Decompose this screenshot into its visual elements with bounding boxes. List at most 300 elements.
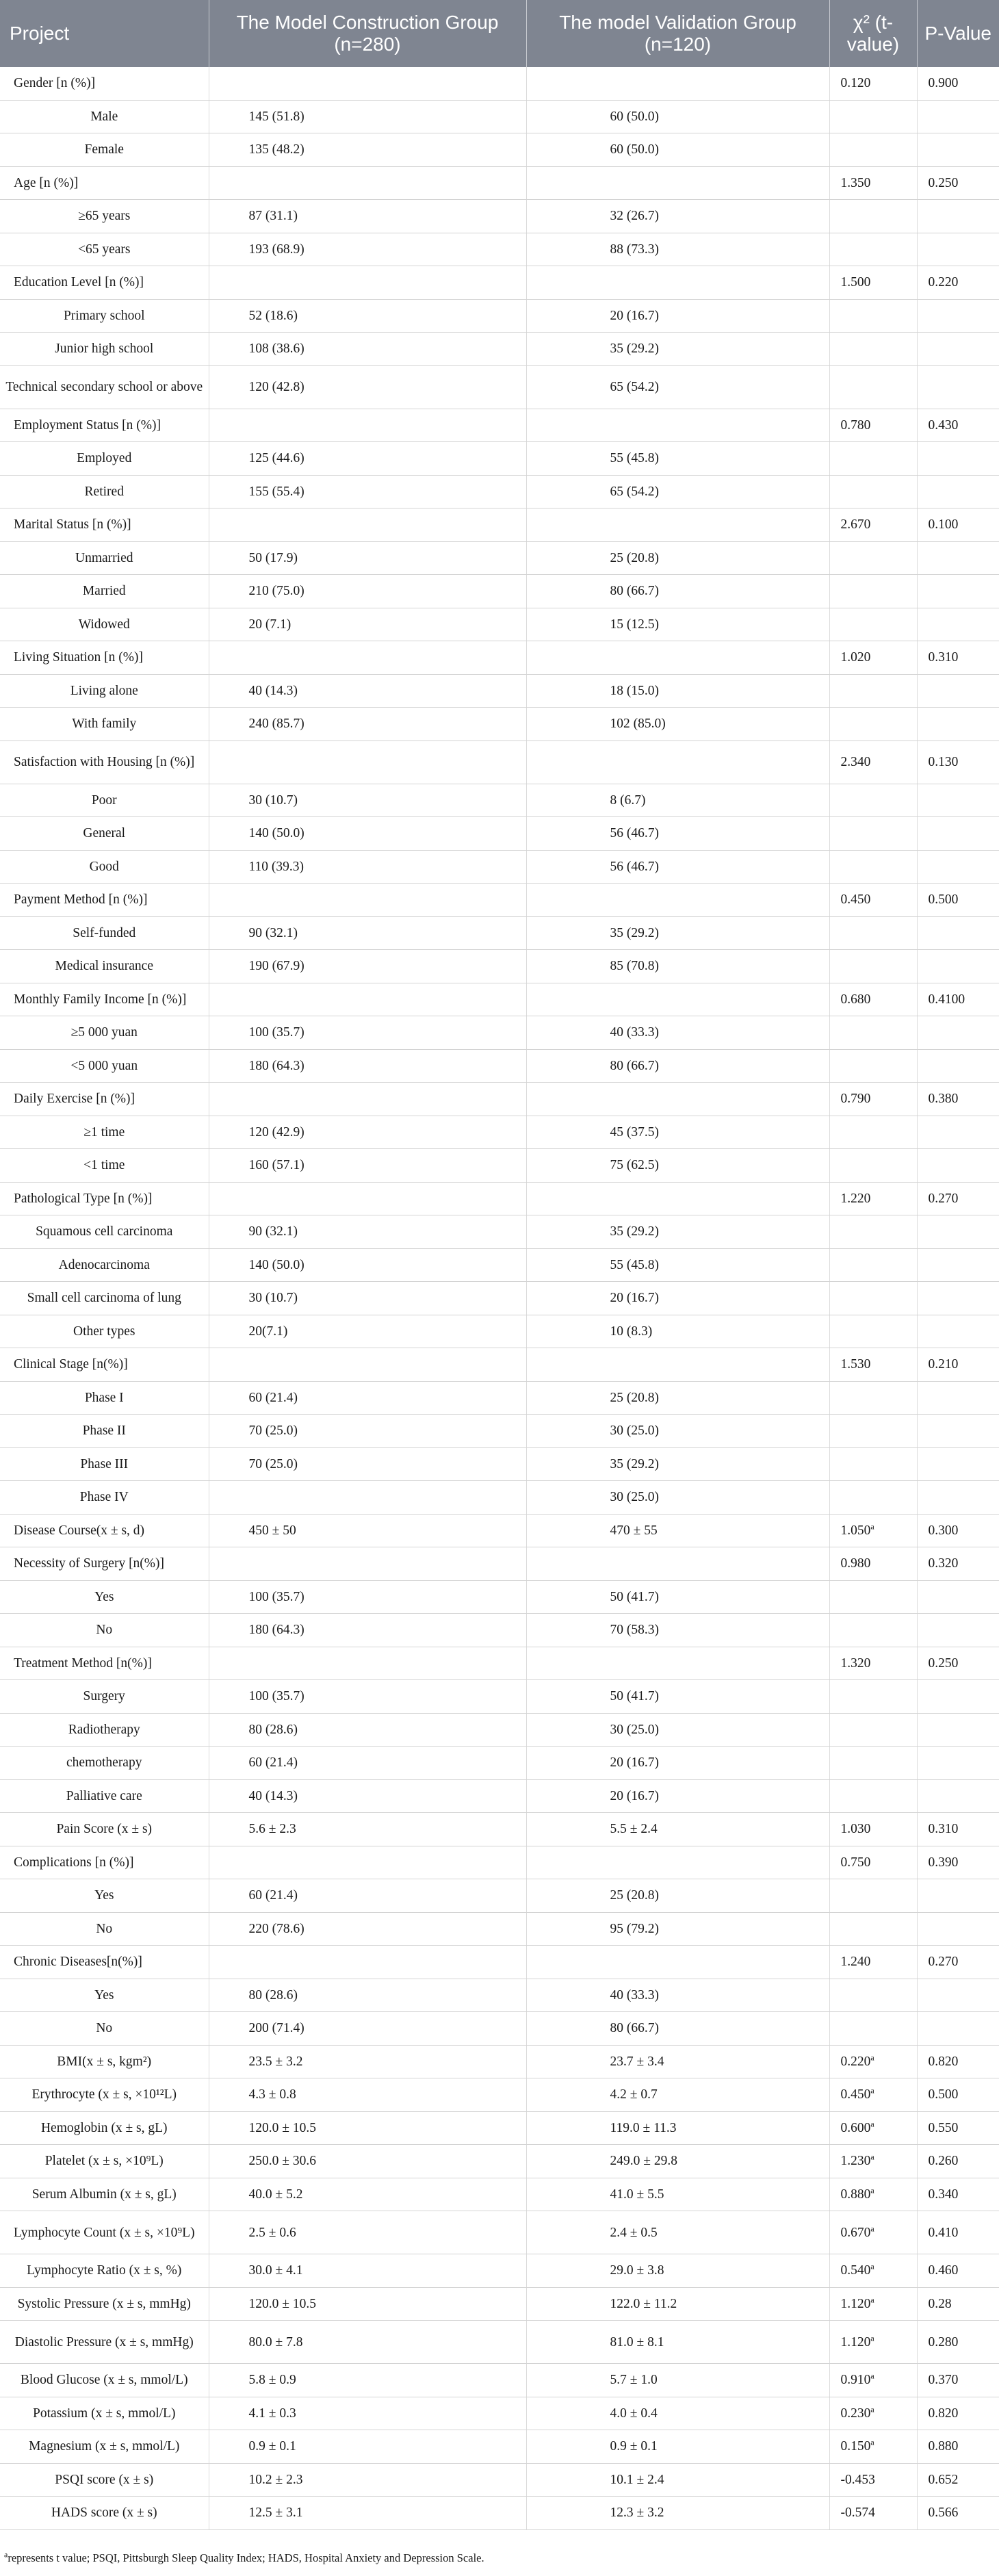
table-row — [0, 1083, 999, 1116]
table-row — [0, 1415, 999, 1448]
statistic-value — [829, 1447, 917, 1481]
statistic-value — [829, 2463, 917, 2497]
construction-value — [209, 2321, 526, 2364]
p-value — [917, 1680, 999, 1714]
table-row — [0, 1614, 999, 1647]
row-label — [0, 1315, 209, 1348]
p-value — [917, 740, 999, 784]
p-value — [917, 1580, 999, 1614]
row-label — [0, 475, 209, 508]
validation-value-text: 70 (58.3) — [610, 1623, 659, 1638]
statistic-value — [829, 475, 917, 508]
validation-value — [526, 475, 829, 508]
validation-value-text: 4.0 ± 0.4 — [610, 2406, 658, 2421]
p-value — [917, 2397, 999, 2430]
statistic-value — [829, 1514, 917, 1547]
statistic-value-text: 0.230 — [840, 2406, 871, 2421]
p-value-text: 0.430 — [928, 417, 959, 433]
statistic-value — [829, 916, 917, 950]
statistic-value — [829, 608, 917, 641]
validation-value — [526, 2145, 829, 2178]
p-value — [917, 884, 999, 917]
validation-value — [526, 2178, 829, 2211]
p-value — [917, 1315, 999, 1348]
table-row — [0, 541, 999, 575]
row-label-text: Employed — [77, 451, 132, 466]
validation-value — [526, 708, 829, 741]
construction-value — [209, 674, 526, 708]
validation-value — [526, 950, 829, 983]
row-label-text: Unmarried — [75, 550, 133, 565]
validation-value — [526, 541, 829, 575]
validation-value — [526, 1481, 829, 1515]
row-label — [0, 674, 209, 708]
p-value-text: 0.270 — [928, 1955, 959, 1970]
validation-value — [526, 983, 829, 1016]
validation-value — [526, 1083, 829, 1116]
statistic-value-text: 0.450 — [840, 2087, 871, 2102]
table-row — [0, 2463, 999, 2497]
row-label-text: Widowed — [78, 617, 130, 632]
construction-value — [209, 983, 526, 1016]
row-label-text: Squamous cell carcinoma — [36, 1224, 173, 1239]
footnote-mark: a — [4, 2549, 8, 2560]
statistic-value — [829, 1614, 917, 1647]
row-label — [0, 2211, 209, 2254]
validation-value-text: 20 (16.7) — [610, 308, 659, 323]
statistic-value-text: 0.880 — [840, 2187, 871, 2202]
row-label — [0, 442, 209, 476]
row-label — [0, 784, 209, 817]
p-value-text: 0.550 — [928, 2120, 959, 2135]
validation-value — [526, 1647, 829, 1680]
validation-value — [526, 409, 829, 442]
validation-value — [526, 784, 829, 817]
table-row — [0, 365, 999, 409]
table-row — [0, 884, 999, 917]
validation-value — [526, 2078, 829, 2112]
validation-value — [526, 884, 829, 917]
construction-value — [209, 2111, 526, 2145]
p-value-text: 0.820 — [928, 2406, 959, 2421]
statistic-value — [829, 1912, 917, 1946]
table-row — [0, 1016, 999, 1050]
construction-value-text: 87 (31.1) — [248, 209, 298, 224]
p-value — [917, 1348, 999, 1382]
table-row — [0, 1547, 999, 1581]
statistic-value — [829, 1049, 917, 1083]
statistic-value — [829, 1248, 917, 1282]
construction-value-text: 70 (25.0) — [248, 1424, 298, 1439]
statistic-value — [829, 884, 917, 917]
p-value — [917, 1979, 999, 2012]
table-row — [0, 608, 999, 641]
row-label — [0, 266, 209, 300]
validation-value — [526, 1016, 829, 1050]
row-label-text: Monthly Family Income [n (%)] — [14, 992, 187, 1007]
table-row — [0, 1248, 999, 1282]
row-label — [0, 1846, 209, 1879]
p-value-text: 0.280 — [928, 2334, 959, 2349]
construction-value-text: 120.0 ± 10.5 — [248, 2120, 316, 2135]
construction-value — [209, 1614, 526, 1647]
construction-value — [209, 575, 526, 608]
statistic-value-text: 2.670 — [840, 517, 871, 532]
statistic-value — [829, 2078, 917, 2112]
p-value-text: 0.500 — [928, 2087, 959, 2102]
construction-value — [209, 67, 526, 100]
row-label — [0, 1049, 209, 1083]
validation-value — [526, 1846, 829, 1879]
row-label-text: Satisfaction with Housing [n (%)] — [14, 755, 195, 769]
p-value — [917, 2463, 999, 2497]
statistic-value-text: 1.050 — [840, 1523, 871, 1538]
statistic-value — [829, 1381, 917, 1415]
table-row — [0, 1481, 999, 1515]
row-label-text: Medical insurance — [55, 959, 153, 974]
table-row — [0, 2254, 999, 2288]
p-value-text: 0.566 — [928, 2506, 959, 2521]
validation-value-text: 23.7 ± 3.4 — [610, 2054, 664, 2069]
validation-value-text: 8 (6.7) — [610, 793, 646, 808]
construction-value — [209, 1680, 526, 1714]
construction-value — [209, 2145, 526, 2178]
table-row — [0, 2497, 999, 2530]
row-label — [0, 575, 209, 608]
construction-value-text: 193 (68.9) — [248, 242, 304, 257]
construction-value — [209, 166, 526, 200]
construction-value-text: 220 (78.6) — [248, 1921, 304, 1936]
table-row — [0, 575, 999, 608]
statistic-value — [829, 1016, 917, 1050]
statistic-value — [829, 442, 917, 476]
validation-value — [526, 2497, 829, 2530]
table-row — [0, 1149, 999, 1183]
p-value-text: 0.28 — [928, 2296, 952, 2311]
row-label — [0, 817, 209, 851]
table-row — [0, 2045, 999, 2078]
construction-value-text: 30 (10.7) — [248, 793, 298, 808]
statistic-value — [829, 1747, 917, 1780]
p-value — [917, 2178, 999, 2211]
construction-value — [209, 508, 526, 542]
validation-value-text: 40 (33.3) — [610, 1025, 659, 1040]
validation-value — [526, 2321, 829, 2364]
table-row — [0, 850, 999, 884]
validation-value-text: 0.9 ± 0.1 — [610, 2439, 658, 2454]
table-row — [0, 1680, 999, 1714]
statistic-value — [829, 1946, 917, 1979]
construction-value — [209, 365, 526, 409]
table-row — [0, 2012, 999, 2046]
statistic-value — [829, 983, 917, 1016]
row-label — [0, 1116, 209, 1149]
row-label-text: With family — [72, 717, 137, 732]
validation-value-text: 30 (25.0) — [610, 1490, 659, 1505]
statistic-mark: a — [870, 2437, 874, 2447]
validation-value-text: 470 ± 55 — [610, 1523, 658, 1538]
row-label-text: Small cell carcinoma of lung — [27, 1291, 181, 1306]
statistic-mark: a — [870, 2085, 874, 2096]
statistic-value — [829, 2364, 917, 2397]
construction-value-text: 450 ± 50 — [248, 1523, 296, 1538]
construction-value-text: 40 (14.3) — [248, 683, 298, 698]
validation-value — [526, 608, 829, 641]
construction-value — [209, 708, 526, 741]
table-row — [0, 950, 999, 983]
p-value — [917, 2012, 999, 2046]
p-value-text: 0.100 — [928, 517, 959, 532]
p-value — [917, 2211, 999, 2254]
p-value — [917, 1215, 999, 1249]
statistic-mark: a — [870, 2119, 874, 2129]
construction-value-text: 100 (35.7) — [248, 1589, 304, 1604]
validation-value — [526, 1680, 829, 1714]
construction-value — [209, 641, 526, 675]
table-row — [0, 1315, 999, 1348]
construction-value — [209, 333, 526, 366]
validation-value — [526, 2111, 829, 2145]
construction-value — [209, 950, 526, 983]
statistic-value — [829, 2012, 917, 2046]
row-label-text: chemotherapy — [66, 1755, 142, 1770]
row-label-text: Diastolic Pressure (x ± s, mmHg) — [14, 2334, 194, 2349]
p-value-text: 0.880 — [928, 2439, 959, 2454]
p-value — [917, 1747, 999, 1780]
construction-value-text: 140 (50.0) — [248, 826, 304, 841]
construction-value-text: 4.1 ± 0.3 — [248, 2406, 296, 2421]
p-value-text: 0.340 — [928, 2187, 959, 2202]
validation-value-text: 15 (12.5) — [610, 617, 659, 632]
row-label-text: Necessity of Surgery [n(%)] — [14, 1556, 165, 1571]
row-label — [0, 1016, 209, 1050]
validation-value-text: 122.0 ± 11.2 — [610, 2296, 677, 2311]
validation-value — [526, 365, 829, 409]
p-value — [917, 166, 999, 200]
table-row — [0, 100, 999, 133]
statistic-mark: a — [870, 2404, 874, 2414]
statistic-value — [829, 1083, 917, 1116]
statistic-value — [829, 200, 917, 233]
construction-value — [209, 1713, 526, 1747]
row-label-text: Systolic Pressure (x ± s, mmHg) — [17, 2296, 191, 2311]
construction-value-text: 60 (21.4) — [248, 1755, 298, 1770]
row-label-text: Adenocarcinoma — [58, 1257, 150, 1272]
p-value — [917, 2321, 999, 2364]
row-label — [0, 2463, 209, 2497]
statistic-mark: a — [870, 2224, 874, 2233]
row-label-text: Gender [n (%)] — [14, 76, 96, 91]
validation-value — [526, 2287, 829, 2321]
validation-value — [526, 133, 829, 167]
validation-value-text: 25 (20.8) — [610, 550, 659, 565]
p-value-text: 0.410 — [928, 2225, 959, 2240]
table-row — [0, 1116, 999, 1149]
construction-value — [209, 1912, 526, 1946]
statistic-value — [829, 133, 917, 167]
construction-value — [209, 409, 526, 442]
validation-value — [526, 1248, 829, 1282]
validation-value-text: 102 (85.0) — [610, 717, 666, 732]
validation-value — [526, 1381, 829, 1415]
validation-value-text: 95 (79.2) — [610, 1921, 659, 1936]
row-label — [0, 508, 209, 542]
construction-value-text: 40.0 ± 5.2 — [248, 2187, 303, 2202]
construction-value-text: 30.0 ± 4.1 — [248, 2263, 303, 2278]
statistic-value — [829, 1647, 917, 1680]
row-label — [0, 2321, 209, 2364]
statistic-value — [829, 1116, 917, 1149]
construction-value-text: 60 (21.4) — [248, 1390, 298, 1405]
validation-value — [526, 1747, 829, 1780]
construction-value-text: 145 (51.8) — [248, 109, 304, 124]
validation-value — [526, 1514, 829, 1547]
validation-value — [526, 1215, 829, 1249]
p-value — [917, 1713, 999, 1747]
construction-value — [209, 1547, 526, 1581]
validation-value-text: 56 (46.7) — [610, 826, 659, 841]
construction-value-text: 40 (14.3) — [248, 1788, 298, 1803]
statistic-mark: a — [870, 2152, 874, 2162]
row-label-text: Erythrocyte (x ± s, ×10¹²L) — [31, 2087, 177, 2102]
statistic-value — [829, 2254, 917, 2288]
row-label — [0, 884, 209, 917]
validation-value — [526, 1348, 829, 1382]
row-label — [0, 1580, 209, 1614]
row-label — [0, 1779, 209, 1813]
construction-value — [209, 1182, 526, 1215]
construction-value — [209, 608, 526, 641]
construction-value — [209, 1315, 526, 1348]
statistic-value-text: 0.910 — [840, 2373, 871, 2388]
row-label — [0, 299, 209, 333]
statistic-value — [829, 1979, 917, 2012]
construction-value — [209, 884, 526, 917]
construction-value — [209, 1846, 526, 1879]
row-label-text: ≥1 time — [83, 1124, 125, 1139]
row-label — [0, 608, 209, 641]
validation-value — [526, 575, 829, 608]
p-value — [917, 1514, 999, 1547]
table-row — [0, 166, 999, 200]
table-row — [0, 475, 999, 508]
row-label — [0, 1447, 209, 1481]
construction-value-text: 90 (32.1) — [248, 925, 298, 940]
row-label-text: Marital Status [n (%)] — [14, 517, 131, 532]
validation-value-text: 2.4 ± 0.5 — [610, 2225, 658, 2240]
row-label-text: Daily Exercise [n (%)] — [14, 1092, 135, 1107]
row-label — [0, 2111, 209, 2145]
validation-value-text: 75 (62.5) — [610, 1158, 659, 1173]
statistic-value — [829, 1149, 917, 1183]
p-value — [917, 1846, 999, 1879]
table-row — [0, 200, 999, 233]
row-label-text: Serum Albumin (x ± s, gL) — [31, 2187, 177, 2202]
construction-value-text: 200 (71.4) — [248, 2021, 304, 2036]
statistic-mark: a — [870, 2371, 874, 2381]
table-row — [0, 1879, 999, 1913]
statistic-value — [829, 166, 917, 200]
row-label — [0, 2497, 209, 2530]
p-value — [917, 2430, 999, 2464]
p-value — [917, 1415, 999, 1448]
table-row — [0, 2321, 999, 2364]
validation-value — [526, 1116, 829, 1149]
statistic-value-text: 0.980 — [840, 1556, 871, 1571]
statistic-value — [829, 266, 917, 300]
row-label-text: Female — [84, 142, 124, 157]
table-row — [0, 1747, 999, 1780]
row-label-text: No — [96, 1921, 113, 1936]
construction-value-text: 120 (42.8) — [248, 380, 304, 394]
p-value — [917, 2287, 999, 2321]
validation-value — [526, 1182, 829, 1215]
statistic-value-text: 1.120 — [840, 2334, 871, 2349]
construction-value — [209, 2287, 526, 2321]
construction-value-text: 20(7.1) — [248, 1324, 288, 1339]
row-label-text: Living alone — [70, 683, 138, 698]
construction-value-text: 60 (21.4) — [248, 1888, 298, 1903]
statistic-value-text: 0.750 — [840, 1855, 871, 1870]
row-label — [0, 916, 209, 950]
construction-value — [209, 1747, 526, 1780]
construction-value-text: 120 (42.9) — [248, 1124, 304, 1139]
construction-value-text: 180 (64.3) — [248, 1058, 304, 1073]
validation-value-text: 65 (54.2) — [610, 484, 659, 499]
p-value-text: 0.250 — [928, 1656, 959, 1671]
construction-value — [209, 2463, 526, 2497]
p-value — [917, 508, 999, 542]
validation-value — [526, 1547, 829, 1581]
statistic-value — [829, 2211, 917, 2254]
construction-value-text: 30 (10.7) — [248, 1291, 298, 1306]
construction-value-text: 20 (7.1) — [248, 617, 291, 632]
construction-value-text: 10.2 ± 2.3 — [248, 2472, 303, 2487]
validation-value-text: 85 (70.8) — [610, 959, 659, 974]
statistic-value-text: 0.780 — [840, 417, 871, 433]
statistic-value — [829, 2287, 917, 2321]
statistic-value — [829, 2045, 917, 2078]
statistic-value — [829, 541, 917, 575]
row-label-text: Payment Method [n (%)] — [14, 892, 148, 907]
p-value — [917, 1282, 999, 1315]
row-label-text: Chronic Diseases[n(%)] — [14, 1955, 142, 1970]
row-label-text: <5 000 yuan — [70, 1058, 138, 1073]
validation-value — [526, 1713, 829, 1747]
statistic-value-text: 0.450 — [840, 892, 871, 907]
statistic-value — [829, 817, 917, 851]
table-row — [0, 299, 999, 333]
row-label-text: Platelet (x ± s, ×10⁹L) — [44, 2154, 164, 2169]
row-label — [0, 1979, 209, 2012]
statistic-value — [829, 641, 917, 675]
table-row — [0, 1912, 999, 1946]
table-row — [0, 508, 999, 542]
row-label-text: Self-funded — [73, 925, 136, 940]
row-label-text: Phase I — [84, 1390, 124, 1405]
p-value-text: 0.310 — [928, 650, 959, 665]
row-label — [0, 541, 209, 575]
construction-value — [209, 2078, 526, 2112]
table-row — [0, 641, 999, 675]
statistic-value-text: 1.220 — [840, 1191, 871, 1206]
construction-value — [209, 2178, 526, 2211]
statistic-value — [829, 1315, 917, 1348]
construction-value — [209, 850, 526, 884]
statistic-value — [829, 2145, 917, 2178]
p-value — [917, 1248, 999, 1282]
row-label-text: Male — [90, 109, 118, 124]
